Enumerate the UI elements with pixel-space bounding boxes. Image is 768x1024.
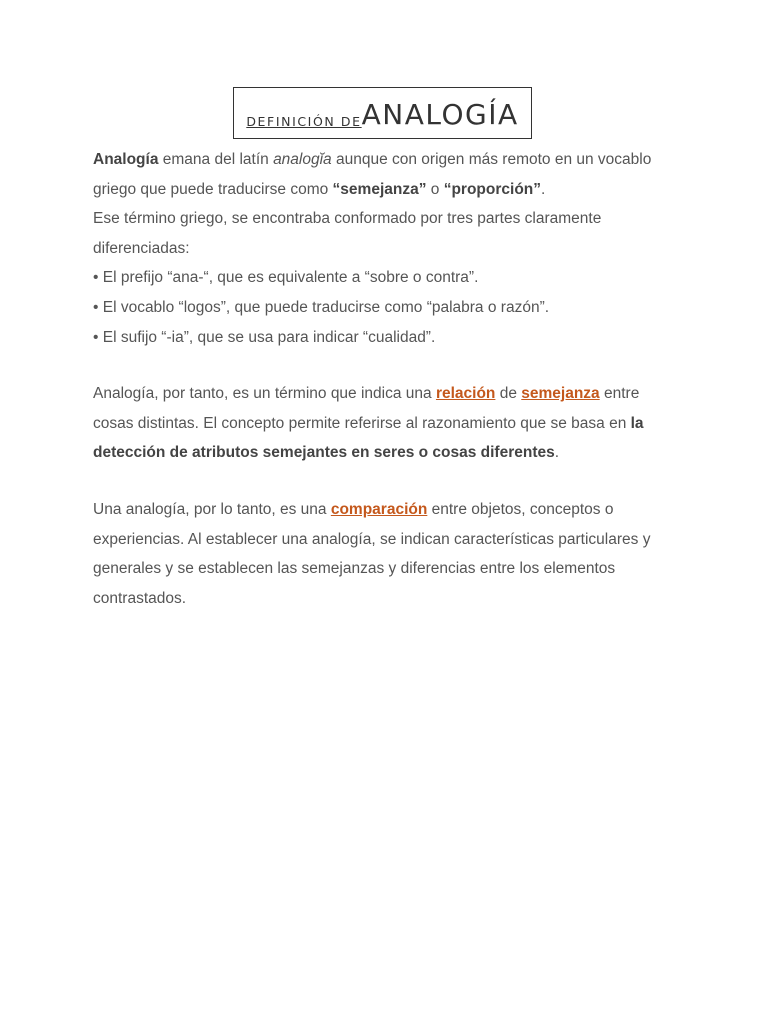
paragraph-gap (93, 468, 683, 495)
p2-text-b: de (495, 385, 522, 403)
link-comparacion[interactable]: comparación (330, 500, 428, 518)
body-text (93, 145, 683, 613)
p2-text-d: . (554, 444, 560, 462)
bullet-item: • El prefijo “ana-“, que es equivalente a “sobre o contra”. (93, 269, 479, 287)
bold-phrase: la detección de atributos semejantes en seres o cosas diferentes (93, 414, 644, 462)
paragraph-3 (93, 495, 683, 613)
word-proporcion: “proporción” (443, 180, 542, 198)
latin-word: analogĭa (273, 151, 332, 168)
bullet-item: • El vocablo “logos”, que puede traducirse como “palabra o razón”. (93, 298, 550, 316)
p1-text-a: emana del latín (158, 151, 274, 168)
title-prefix: DEFINICIÓN DE (246, 114, 362, 129)
bullet-item: • El sufijo “-ia”, que se usa para indicar “cualidad”. (93, 328, 436, 346)
p1-text-b: aunque con origen más remoto en un vocablo griego que puede traducirse como (93, 151, 652, 198)
p3-text-a: Una analogía, por lo tanto, es una (93, 500, 331, 518)
link-relacion[interactable]: relación (435, 385, 496, 403)
p2-text-a: Analogía, por tanto, es un término que indica una (93, 385, 436, 403)
p1-text-d: . (541, 180, 546, 198)
paragraph-2 (93, 379, 683, 468)
paragraph-gap (93, 352, 683, 379)
title-box (233, 87, 532, 139)
term-analogia: Analogía (93, 151, 159, 168)
p2-text-c: entre cosas distintas. El concepto permite referirse al razonamiento que se basa en (93, 385, 640, 432)
p1-text-c: o (426, 180, 444, 198)
link-semejanza[interactable]: semejanza (521, 385, 600, 403)
paragraph-1-line-2: Ese término griego, se encontraba conformado por tres partes claramente diferenciadas: (93, 210, 602, 257)
page-title: ANALOGÍA (361, 98, 519, 131)
p3-text-b: entre objetos, conceptos o experiencias. Al establecer una analogía, se indican características particulares y generales y se establecen las semejanzas y diferencias entre los elementos contrastados. (93, 500, 651, 607)
word-semejanza: “semejanza” (332, 180, 427, 198)
paragraph-1 (93, 145, 683, 204)
